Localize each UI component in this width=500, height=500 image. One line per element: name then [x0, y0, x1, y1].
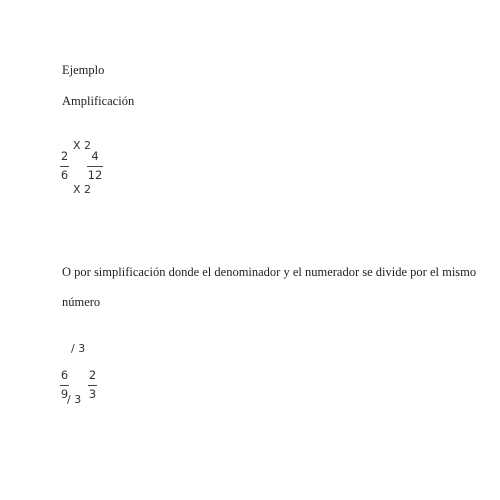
fraction-denominator: 6	[60, 168, 69, 182]
fraction-numerator: 2	[88, 368, 97, 382]
amplification-bottom-operator: X 2	[73, 183, 92, 196]
fraction-bar	[60, 385, 69, 386]
fraction-bar	[88, 385, 97, 386]
fraction-2-6	[60, 150, 69, 182]
fraction-numerator: 2	[60, 149, 69, 163]
simplification-bottom-operator: / 3	[67, 393, 82, 406]
fraction-denominator: 9	[60, 387, 69, 401]
fraction-denominator: 12	[87, 168, 103, 182]
fraction-denominator: 3	[88, 387, 97, 401]
fraction-numerator: 4	[91, 149, 99, 163]
fraction-4-12	[87, 150, 103, 182]
simplification-top-operator: / 3	[71, 342, 86, 355]
fraction-bar	[60, 166, 69, 167]
simplification-paragraph-line1: O por simplificación donde el denominador y el numerador se divide por el mismo	[62, 265, 477, 279]
amplification-heading: Amplificación	[62, 94, 135, 108]
simplification-paragraph-line2: número	[62, 295, 101, 309]
fraction-bar	[87, 166, 103, 167]
fraction-2-3	[88, 369, 97, 401]
fraction-numerator: 6	[60, 368, 69, 382]
amplification-top-operator: X 2	[73, 139, 92, 152]
example-heading: Ejemplo	[62, 63, 105, 77]
